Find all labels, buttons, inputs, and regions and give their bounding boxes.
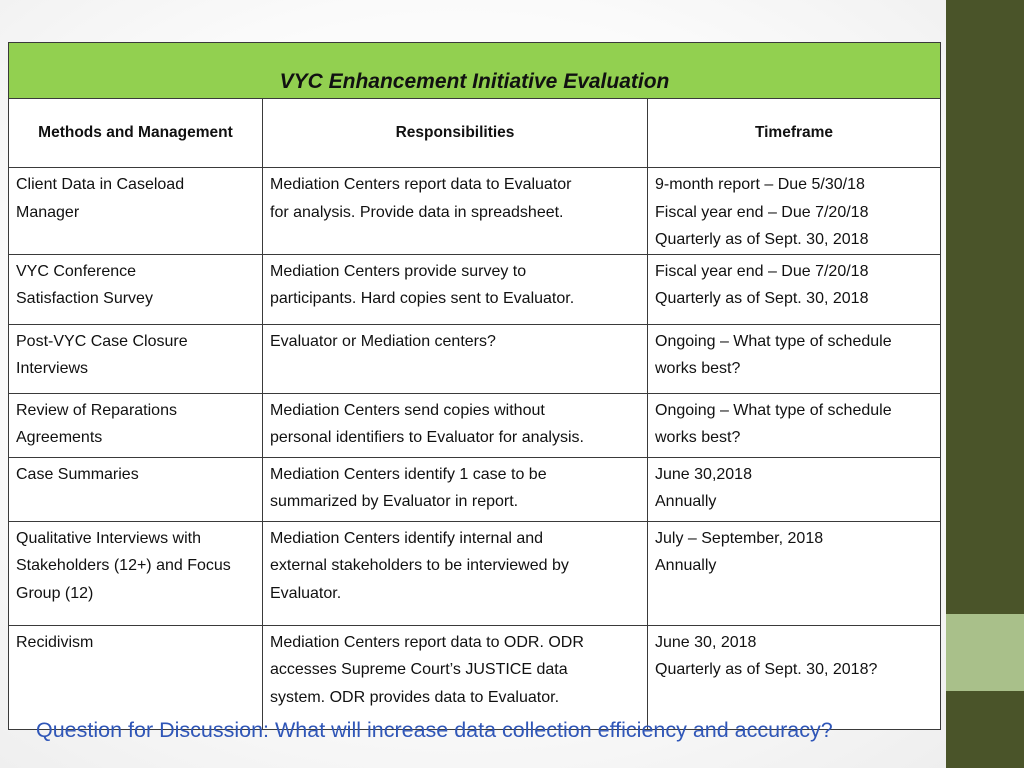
- table-row: [9, 168, 941, 255]
- responsibility-cell: [263, 324, 648, 393]
- method-cell-line: Client Data in Caseload: [16, 176, 185, 193]
- responsibility-cell-line: Evaluator or Mediation centers?: [270, 332, 496, 350]
- timeframe-cell: [648, 393, 941, 457]
- timeframe-cell-line: Fiscal year end – Due 7/20/18: [655, 262, 869, 280]
- method-cell-line: Satisfaction Survey: [16, 290, 153, 307]
- discussion-question: Question for Discussion: What will increase data collection efficiency and accuracy?: [36, 718, 833, 742]
- responsibility-cell-line: accesses Supreme Court’s JUSTICE data: [270, 661, 568, 678]
- timeframe-cell-line: June 30, 2018: [655, 633, 757, 651]
- timeframe-cell-line: June 30,2018: [655, 465, 752, 483]
- responsibility-cell-line: Mediation Centers report data to Evaluator: [270, 176, 572, 193]
- responsibility-cell: [263, 168, 648, 255]
- responsibility-cell-line: summarized by Evaluator in report.: [270, 493, 519, 510]
- responsibility-cell-line: for analysis. Provide data in spreadsheet.: [270, 203, 564, 221]
- timeframe-cell-line: Quarterly as of Sept. 30, 2018?: [655, 661, 878, 678]
- responsibility-cell-line: system. ODR provides data to Evaluator.: [270, 688, 560, 706]
- table-row: [9, 324, 941, 393]
- timeframe-cell-line: works best?: [655, 360, 741, 377]
- method-cell: [9, 521, 263, 625]
- timeframe-cell: [648, 625, 941, 729]
- method-cell: [9, 393, 263, 457]
- method-cell-line: Qualitative Interviews with: [16, 529, 201, 547]
- responsibility-cell-line: Mediation Centers provide survey to: [270, 262, 527, 280]
- responsibility-cell: [263, 457, 648, 521]
- timeframe-cell: [648, 521, 941, 625]
- method-cell-line: Interviews: [16, 360, 89, 377]
- method-cell-line: Post-VYC Case Closure: [16, 332, 188, 350]
- method-cell-line: Review of Reparations: [16, 401, 177, 419]
- responsibility-cell: [263, 254, 648, 324]
- timeframe-cell-line: Ongoing – What type of schedule: [655, 401, 892, 419]
- method-cell: [9, 625, 263, 729]
- method-cell: [9, 254, 263, 324]
- method-cell-line: Group (12): [16, 584, 94, 602]
- responsibility-cell-line: Evaluator.: [270, 584, 342, 602]
- slide-side-bar-accent: [946, 614, 1024, 691]
- table-title-cell: [9, 43, 941, 99]
- timeframe-cell-line: Ongoing – What type of schedule: [655, 332, 892, 350]
- responsibility-cell-line: external stakeholders to be interviewed by: [270, 557, 569, 574]
- timeframe-cell-line: Quarterly as of Sept. 30, 2018: [655, 231, 869, 248]
- method-cell-line: Case Summaries: [16, 465, 139, 483]
- responsibility-cell-line: participants. Hard copies sent to Evaluator.: [270, 290, 575, 307]
- table-row: [9, 521, 941, 625]
- method-cell-line: Agreements: [16, 429, 103, 446]
- method-cell: [9, 168, 263, 255]
- timeframe-cell: [648, 254, 941, 324]
- timeframe-cell-line: 9-month report – Due 5/30/18: [655, 176, 865, 193]
- slide-side-bar: [946, 0, 1024, 768]
- table-row: [9, 625, 941, 729]
- timeframe-cell-line: July – September, 2018: [655, 529, 824, 547]
- method-cell: [9, 324, 263, 393]
- responsibility-cell: [263, 393, 648, 457]
- responsibility-cell-line: Mediation Centers report data to ODR. ODR: [270, 633, 584, 651]
- responsibility-cell-line: Mediation Centers send copies without: [270, 401, 545, 419]
- method-cell-line: Stakeholders (12+) and Focus: [16, 557, 231, 574]
- method-cell-line: Recidivism: [16, 633, 94, 651]
- timeframe-cell-line: Annually: [655, 493, 717, 510]
- timeframe-cell: [648, 457, 941, 521]
- method-cell-line: Manager: [16, 203, 80, 221]
- timeframe-cell-line: Quarterly as of Sept. 30, 2018: [655, 290, 869, 307]
- table-title-row: [9, 43, 941, 99]
- table-row: [9, 457, 941, 521]
- table-header-row: [9, 99, 941, 168]
- evaluation-table: [8, 42, 941, 730]
- table-title: VYC Enhancement Initiative Evaluation: [279, 69, 670, 93]
- timeframe-cell-line: Fiscal year end – Due 7/20/18: [655, 203, 869, 221]
- method-cell: [9, 457, 263, 521]
- responsibility-cell-line: personal identifiers to Evaluator for analysis.: [270, 429, 584, 446]
- timeframe-cell: [648, 324, 941, 393]
- responsibility-cell: [263, 625, 648, 729]
- method-cell-line: VYC Conference: [16, 262, 137, 280]
- responsibility-cell: [263, 521, 648, 625]
- table-row: [9, 393, 941, 457]
- column-header-responsibilities: Responsibilities: [263, 99, 648, 168]
- column-header-timeframe: Timeframe: [648, 99, 941, 168]
- responsibility-cell-line: Mediation Centers identify internal and: [270, 529, 544, 547]
- responsibility-cell-line: Mediation Centers identify 1 case to be: [270, 465, 547, 483]
- column-header-methods: Methods and Management: [9, 99, 263, 168]
- timeframe-cell-line: works best?: [655, 429, 741, 446]
- timeframe-cell: [648, 168, 941, 255]
- table-row: [9, 254, 941, 324]
- timeframe-cell-line: Annually: [655, 557, 717, 574]
